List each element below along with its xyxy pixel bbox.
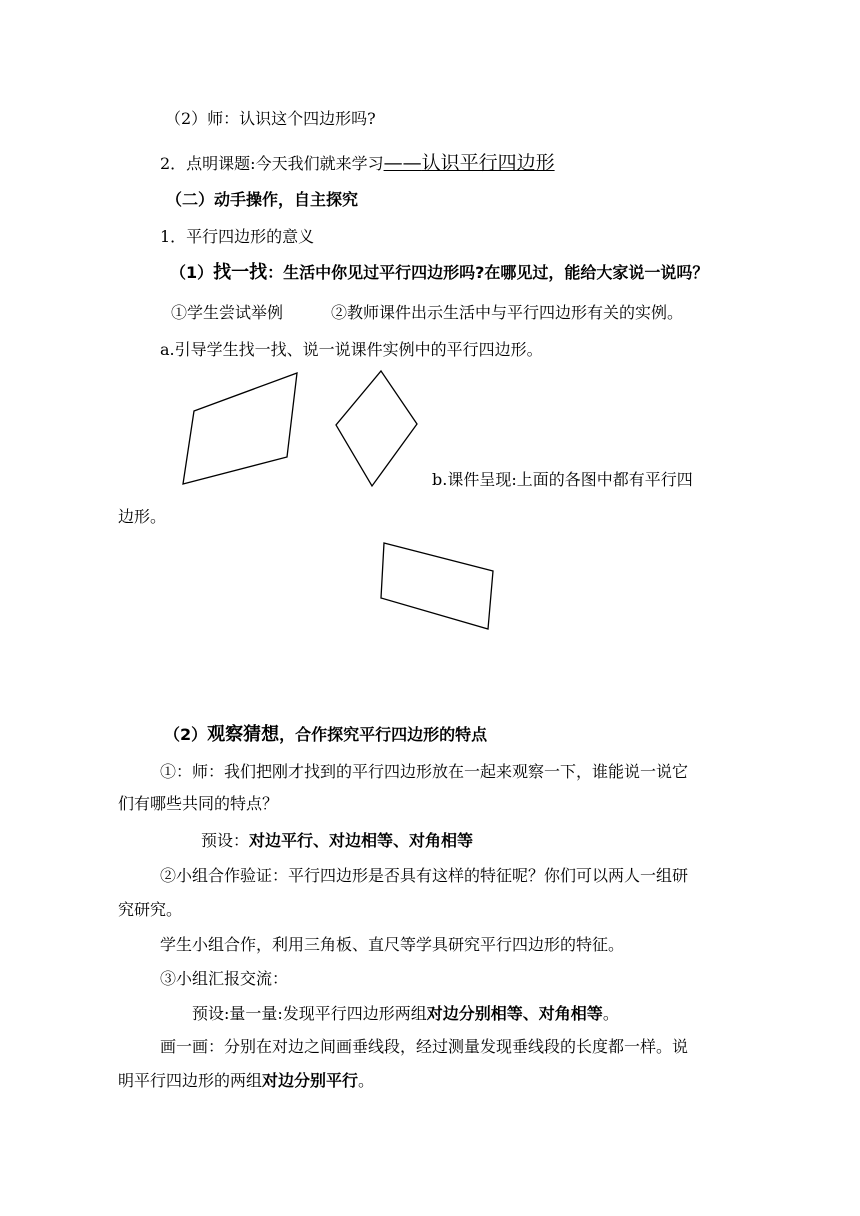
line-teacher-prompt-end: 们有哪些共同的特点？ xyxy=(118,794,279,813)
line-group-report: ③小组汇报交流： xyxy=(160,969,289,988)
line-teacher-example: ②教师课件出示生活中与平行四边形有关的实例。 xyxy=(331,303,684,322)
line-guide: a.引导学生找一找、说一说课件实例中的平行四边形。 xyxy=(160,340,543,359)
line-hypothesis xyxy=(201,830,473,852)
line-teacher-prompt: ①：师：我们把刚才找到的平行四边形放在一起来观察一下，谁能说一说它 xyxy=(160,762,689,781)
find-rest: ：生活中你见过平行四边形吗?在哪见过，能给大家说一说吗？ xyxy=(267,263,709,282)
parallelogram-shape-3 xyxy=(381,543,493,629)
observe-label: 观察猜想 xyxy=(207,724,280,745)
find-label: 找一找 xyxy=(213,262,268,283)
observe-prefix: （2） xyxy=(164,725,208,744)
topic-prefix: 2．点明课题:今天我们就来学习 xyxy=(160,154,384,173)
parallelogram-shape-1 xyxy=(183,373,297,484)
line-measure xyxy=(192,1003,619,1025)
line-draw: 画一画：分别在对边之间画垂线段，经过测量发现垂线段的长度都一样。说 xyxy=(160,1037,689,1056)
line-teacher-question: （2）师：认识这个四边形吗? xyxy=(165,109,376,128)
measure-bold: 对边分别相等、对角相等 xyxy=(426,1004,603,1023)
line-student-example: ①学生尝试举例 xyxy=(171,303,284,322)
line-observe xyxy=(164,724,487,746)
find-prefix: （1） xyxy=(170,263,214,282)
line-draw-end xyxy=(118,1070,374,1092)
draw-bold: 对边分别平行 xyxy=(262,1071,359,1090)
measure-prefix: 预设:量一量:发现平行四边形两组 xyxy=(192,1004,427,1023)
draw-prefix: 明平行四边形的两组 xyxy=(118,1071,263,1090)
line-courseware: b.课件呈现:上面的各图中都有平行四 xyxy=(432,470,693,489)
hypothesis-prefix: 预设： xyxy=(201,831,250,850)
line-courseware-end: 边形。 xyxy=(118,507,167,526)
line-group-work: 学生小组合作，利用三角板、直尺等学具研究平行四边形的特征。 xyxy=(160,935,625,954)
hypothesis-bold: 对边平行、对边相等、对角相等 xyxy=(249,831,474,850)
measure-end: 。 xyxy=(602,1004,619,1023)
topic-dash: —— xyxy=(383,152,422,174)
line-group-verify: ②小组合作验证：平行四边形是否具有这样的特征呢？你们可以两人一组研 xyxy=(160,866,689,885)
subheading-meaning: 1．平行四边形的意义 xyxy=(160,227,315,246)
topic-title: 认识平行四边形 xyxy=(421,152,555,174)
line-group-verify-end: 究研究。 xyxy=(118,900,183,919)
section-heading-hands-on: （二）动手操作，自主探究 xyxy=(166,190,359,209)
draw-end: 。 xyxy=(358,1071,375,1090)
observe-rest: ，合作探究平行四边形的特点 xyxy=(279,725,488,744)
rhombus-shape xyxy=(336,371,417,486)
